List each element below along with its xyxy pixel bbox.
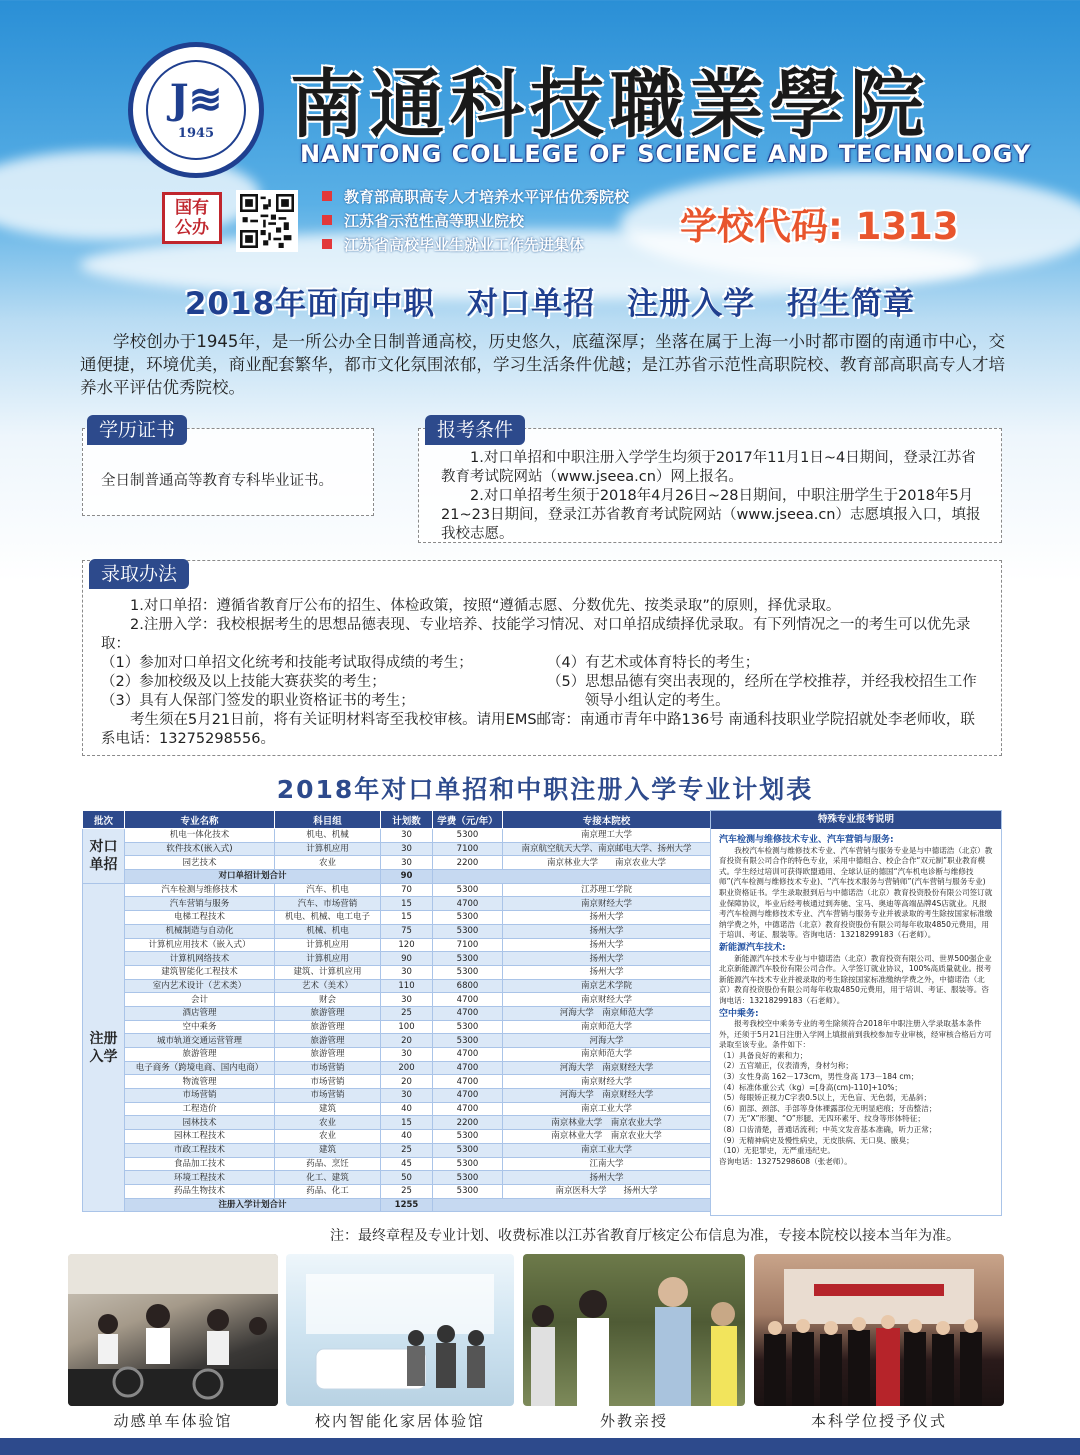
table-row xyxy=(83,924,711,938)
table-cell: 50 xyxy=(381,1171,433,1185)
col-header: 专业名称 xyxy=(125,811,275,829)
footnote: 注：最终章程及专业计划、收费标准以江苏省教育厅核定公布信息为准，专接本院校以接本当年为准。 xyxy=(330,1228,960,1244)
photo-caption: 校内智能化家居体验馆 xyxy=(314,1412,485,1430)
qr-code-icon xyxy=(236,190,298,252)
apply-panel xyxy=(418,419,1002,543)
honor-item: 江苏省示范性高等职业院校 xyxy=(322,208,682,232)
table-row xyxy=(83,856,711,870)
table-cell: 25 xyxy=(381,1143,433,1157)
table-cell: 南京理工大学 xyxy=(503,829,711,843)
photo-caption: 动感单车体验馆 xyxy=(113,1412,233,1430)
table-cell: 120 xyxy=(381,938,433,952)
table-cell: 汽车、机电 xyxy=(275,883,381,897)
col-header: 批次 xyxy=(83,811,125,829)
notes-section-text: 新能源汽车技术专业与中德诺浩（北京）教育投资有限公司、世界500强企业北京新能源汽车股份有限公司合作。入学签订就业协议，100%高质量就业。报考新能源汽车技术专业并被录取的考生除按国家标准缴纳学费之外，中德诺浩（北京）教育投资股份有限公司每年收取4850元费用，用于培训、考证、服装等。咨询电话：13218299183（石老师）。 xyxy=(719,953,992,1005)
table-cell: 30 xyxy=(381,842,433,856)
public-badge xyxy=(162,192,222,244)
table-cell: 软件技术(嵌入式) xyxy=(125,842,275,856)
table-row xyxy=(83,1020,711,1034)
table-cell: 河海大学 南京师范大学 xyxy=(503,1006,711,1020)
table-cell: 30 xyxy=(381,965,433,979)
table-row xyxy=(83,1048,711,1062)
honor-item: 江苏省高校毕业生就业工作先进集体 xyxy=(322,232,682,256)
table-cell: 20 xyxy=(381,1075,433,1089)
table-cell: 南京师范大学 xyxy=(503,1020,711,1034)
table-cell: 计算机应用 xyxy=(275,952,381,966)
table-cell xyxy=(433,1198,711,1212)
table-row xyxy=(83,965,711,979)
table-cell: 空中乘务 xyxy=(125,1020,275,1034)
table-cell: 旅游管理 xyxy=(275,1006,381,1020)
table-cell: 5300 xyxy=(433,1034,503,1048)
table-cell: 25 xyxy=(381,1184,433,1198)
table-row xyxy=(83,883,711,897)
apply-item-2: 2.对口单招考生须于2018年4月26日~28日期间，中职注册学生于2018年5月21~23日期间，登录江苏省教育考试院网站（www.jseea.cn）志愿填报入口，填报我校志愿。 xyxy=(441,488,981,542)
table-row xyxy=(83,1089,711,1103)
special-notes-panel xyxy=(710,810,1002,1216)
table-cell: 旅游管理 xyxy=(275,1020,381,1034)
photo-caption: 本科学位授予仪式 xyxy=(810,1412,947,1430)
table-cell xyxy=(433,870,711,884)
table-cell: 酒店管理 xyxy=(125,1006,275,1020)
table-cell: 化工、建筑 xyxy=(275,1171,381,1185)
table-cell: 2200 xyxy=(433,1116,503,1130)
table-cell: 注册入学计划合计 xyxy=(125,1198,381,1212)
table-cell: 园艺技术 xyxy=(125,856,275,870)
table-cell: 食品加工技术 xyxy=(125,1157,275,1171)
table-row xyxy=(83,1184,711,1198)
table-row xyxy=(83,993,711,1007)
table-cell: 扬州大学 xyxy=(503,952,711,966)
table-row xyxy=(83,1075,711,1089)
table-cell: 市场营销 xyxy=(275,1075,381,1089)
table-cell: 5300 xyxy=(433,911,503,925)
table-header-row xyxy=(83,811,711,829)
table-cell: 市场营销 xyxy=(275,1061,381,1075)
table-cell: 对口单招计划合计 xyxy=(125,870,381,884)
table-cell: 物流管理 xyxy=(125,1075,275,1089)
table-cell: 南京林业大学 南京农业大学 xyxy=(503,1116,711,1130)
plan-table-title: 2018年对口单招和中职注册入学专业计划表 xyxy=(276,775,814,804)
school-name-en: NANTONG COLLEGE OF SCIENCE AND TECHNOLOGY xyxy=(300,140,1032,168)
notes-condition-item: （1）具备良好的素和力； xyxy=(719,1050,808,1060)
photo-graduation xyxy=(754,1254,1004,1406)
condition-item: （2）参加校级及以上技能大赛获奖的考生； xyxy=(101,674,386,690)
table-cell: 园林工程技术 xyxy=(125,1130,275,1144)
notes-condition-item: （3）女性身高 162－173cm，男性身高 173－184 cm； xyxy=(719,1072,919,1082)
table-row xyxy=(83,1130,711,1144)
table-cell: 40 xyxy=(381,1102,433,1116)
table-cell: 5300 xyxy=(433,829,503,843)
table-row xyxy=(83,952,711,966)
table-cell: 45 xyxy=(381,1157,433,1171)
table-cell: 200 xyxy=(381,1061,433,1075)
table-total-row xyxy=(83,1198,711,1212)
table-cell: 5300 xyxy=(433,1130,503,1144)
table-cell: 电子商务（跨境电商、国内电商） xyxy=(125,1061,275,1075)
admission-item-2: 2.注册入学：我校根据考生的思想品德表现、专业培养、技能学习情况、对口单招成绩择优录取。有下列情况之一的考生可以优先录取： xyxy=(101,617,971,652)
table-cell: 农业 xyxy=(275,1130,381,1144)
table-cell: 90 xyxy=(381,952,433,966)
table-cell: 5300 xyxy=(433,924,503,938)
notes-section-title: 空中乘务: xyxy=(719,1008,759,1019)
table-cell: 药品生物技术 xyxy=(125,1184,275,1198)
plan-table xyxy=(82,810,711,1212)
table-cell: 计算机应用 xyxy=(275,842,381,856)
table-cell: 园林技术 xyxy=(125,1116,275,1130)
table-cell: 财会 xyxy=(275,993,381,1007)
table-row xyxy=(83,842,711,856)
table-cell: 5300 xyxy=(433,965,503,979)
table-cell: 7100 xyxy=(433,842,503,856)
table-cell: 15 xyxy=(381,911,433,925)
bullet-square-icon xyxy=(322,191,332,201)
public-badge-line1: 国有 xyxy=(175,198,209,218)
photo-foreign-teacher xyxy=(523,1254,745,1406)
notes-section-title: 新能源汽车技术: xyxy=(719,942,786,953)
table-cell: 江苏理工学院 xyxy=(503,883,711,897)
table-cell: 75 xyxy=(381,924,433,938)
notes-section-title: 汽车检测与维修技术专业、汽车营销与服务: xyxy=(719,835,894,845)
table-cell: 南京艺术学院 xyxy=(503,979,711,993)
table-cell: 5300 xyxy=(433,883,503,897)
table-cell: 江南大学 xyxy=(503,1157,711,1171)
notes-condition-item: （8）口齿清楚，普通话流利；中英文发音基本准确，听力正常； xyxy=(719,1125,937,1135)
table-cell: 城市轨道交通运营管理 xyxy=(125,1034,275,1048)
cert-text: 全日制普通高等教育专科毕业证书。 xyxy=(101,473,333,489)
table-cell: 5300 xyxy=(433,1020,503,1034)
table-cell: 汽车检测与维修技术 xyxy=(125,883,275,897)
table-cell: 旅游管理 xyxy=(275,1034,381,1048)
table-cell: 机械制造与自动化 xyxy=(125,924,275,938)
table-cell: 机电一体化技术 xyxy=(125,829,275,843)
table-row xyxy=(83,1116,711,1130)
table-cell: 30 xyxy=(381,856,433,870)
table-cell: 工程造价 xyxy=(125,1102,275,1116)
col-header: 科目组 xyxy=(275,811,381,829)
logo-emblem-icon: J≋ xyxy=(169,75,223,123)
table-cell: 4700 xyxy=(433,1048,503,1062)
cert-panel xyxy=(82,419,374,516)
table-cell: 南京医科大学 扬州大学 xyxy=(503,1184,711,1198)
notes-condition-list xyxy=(719,1051,993,1157)
table-cell: 市场营销 xyxy=(125,1089,275,1103)
table-cell: 5300 xyxy=(433,1184,503,1198)
table-cell: 5300 xyxy=(433,952,503,966)
table-cell: 40 xyxy=(381,1130,433,1144)
table-cell: 25 xyxy=(381,1006,433,1020)
public-badge-line2: 公办 xyxy=(175,218,209,238)
notes-condition-item: （7）无“X”形腿、“O”形腿、无四环素牙、纹身等形体特征； xyxy=(719,1114,925,1124)
notes-condition-item: （9）无精神病史及慢性病史，无皮肤病、无口臭、腋臭； xyxy=(719,1135,914,1145)
notes-section-text: 我校汽车检测与维修技术专业、汽车营销与服务专业是与中德诺浩（北京）教育投资有限公司合作的特色专业，采用中德组合、校企合作“双元制”职业教育模式。学生经过培训可获得欧盟通用、全球认证的德国“汽车机电诊断与维修技师”(汽车检测与维修技术专业)、“汽车技术服务与营销师”(汽车营销与服务专业)职业资格证书。学生录取报到后与中德诺浩（北京）教育投资股份有限公司签订就业保障协议，毕业后经考核通过到奔驰、宝马、奥迪等高端品牌4S店就业。凡报考汽车检测与维修技术专业、汽车营销与服务专业并被录取的考生除按国家标准缴纳学费之外，中德诺浩（北京）教育投资股份有限公司每年收取4850元费用，用于培训、考证、服装等。咨询电话：13218299183（石老师）。 xyxy=(719,845,993,940)
table-cell: 旅游管理 xyxy=(275,1048,381,1062)
table-cell: 建筑 xyxy=(275,1102,381,1116)
table-cell: 计算机应用技术（嵌入式） xyxy=(125,938,275,952)
table-cell: 30 xyxy=(381,1089,433,1103)
table-cell: 南京财经大学 xyxy=(503,897,711,911)
condition-item: （1）参加对口单招文化统考和技能考试取得成绩的考生； xyxy=(101,655,473,671)
table-cell: 建筑、计算机应用 xyxy=(275,965,381,979)
table-cell: 旅游管理 xyxy=(125,1048,275,1062)
table-row xyxy=(83,1006,711,1020)
table-row xyxy=(83,1061,711,1075)
honors-list xyxy=(322,184,682,256)
table-cell: 20 xyxy=(381,1034,433,1048)
table-cell: 汽车营销与服务 xyxy=(125,897,275,911)
notes-header: 特殊专业报考说明 xyxy=(711,811,1001,829)
cert-tag: 学历证书 xyxy=(87,415,187,445)
admission-panel xyxy=(82,560,1002,756)
notes-condition-item: （2）五官端正，仪表清秀，身材匀称； xyxy=(719,1061,853,1071)
table-cell: 30 xyxy=(381,829,433,843)
table-cell: 15 xyxy=(381,897,433,911)
page-title: 2018年面向中职 对口单招 注册入学 招生简章 xyxy=(184,286,916,322)
table-cell: 计算机网络技术 xyxy=(125,952,275,966)
table-cell: 市场营销 xyxy=(275,1089,381,1103)
table-cell: 建筑智能化工程技术 xyxy=(125,965,275,979)
table-cell: 河海大学 南京财经大学 xyxy=(503,1089,711,1103)
table-cell: 市政工程技术 xyxy=(125,1143,275,1157)
notes-condition-item: （4）标准体重公式（kg）=[身高(cm)-110]+10%； xyxy=(719,1082,903,1092)
table-cell: 扬州大学 xyxy=(503,911,711,925)
table-row xyxy=(83,1143,711,1157)
table-cell: 扬州大学 xyxy=(503,965,711,979)
table-cell: 机电、机械、电工电子 xyxy=(275,911,381,925)
table-cell: 南京林业大学 南京农业大学 xyxy=(503,1130,711,1144)
photo-spin-bike xyxy=(68,1254,278,1406)
bullet-square-icon xyxy=(322,215,332,225)
table-row xyxy=(83,1171,711,1185)
photo-smart-home xyxy=(286,1254,514,1406)
table-cell: 南京工业大学 xyxy=(503,1143,711,1157)
logo-year: 1945 xyxy=(177,125,215,141)
admission-conditions xyxy=(101,654,981,711)
table-row xyxy=(83,829,711,843)
school-name-cn: 南通科技職業學院 xyxy=(290,62,930,148)
table-cell: 5300 xyxy=(433,1157,503,1171)
table-cell: 艺术（美术） xyxy=(275,979,381,993)
table-cell: 环境工程技术 xyxy=(125,1171,275,1185)
table-cell: 室内艺术设计（艺术类） xyxy=(125,979,275,993)
table-cell: 扬州大学 xyxy=(503,1171,711,1185)
table-cell: 6800 xyxy=(433,979,503,993)
notes-condition-item: （6）面部、颈部、手部等身体裸露部位无明显疤痕；牙齿整洁； xyxy=(719,1103,937,1113)
table-cell: 南京工业大学 xyxy=(503,1102,711,1116)
table-cell: 南京师范大学 xyxy=(503,1048,711,1062)
table-total-row xyxy=(83,870,711,884)
table-cell: 30 xyxy=(381,993,433,1007)
admission-tag: 录取办法 xyxy=(89,559,189,589)
admission-item-1: 1.对口单招：遵循省教育厅公布的招生、体检政策，按照“遵循志愿、分数优先、按类录取”的原则，择优录取。 xyxy=(130,598,841,614)
notes-condition-item: （10）无犯罪史，无严重违纪史。 xyxy=(719,1146,835,1156)
table-cell: 4700 xyxy=(433,1102,503,1116)
school-code: 学校代码: 1313 xyxy=(680,205,959,248)
table-cell: 农业 xyxy=(275,856,381,870)
apply-item-1: 1.对口单招和中职注册入学学生均须于2017年11月1日~4日期间，登录江苏省教育考试院网站（www.jseea.cn）网上报名。 xyxy=(441,450,976,485)
school-logo xyxy=(128,42,264,178)
table-cell: 70 xyxy=(381,883,433,897)
bullet-square-icon xyxy=(322,239,332,249)
batch-cell: 注册入学 xyxy=(83,883,125,1212)
table-cell: 电梯工程技术 xyxy=(125,911,275,925)
table-cell: 扬州大学 xyxy=(503,938,711,952)
table-cell: 7100 xyxy=(433,938,503,952)
condition-item: （3）具有人保部门签发的职业资格证书的考生； xyxy=(101,693,415,709)
table-cell: 4700 xyxy=(433,993,503,1007)
table-cell: 扬州大学 xyxy=(503,924,711,938)
table-cell: 4700 xyxy=(433,1006,503,1020)
admission-notice: 考生须在5月21日前，将有关证明材料寄至我校审核。请用EMS邮寄：南通市青年中路136号 南通科技职业学院招就处李老师收，联系电话：13275298556。 xyxy=(101,712,975,747)
table-cell: 90 xyxy=(381,870,433,884)
table-cell: 4700 xyxy=(433,1075,503,1089)
intro-paragraph: 学校创办于1945年，是一所公办全日制普通高校，历史悠久，底蕴深厚；坐落在属于上海一小时都市圈的南通市中心，交通便捷，环境优美，商业配套繁华，都市文化氛围浓郁，学习生活条件优越；是江苏省示范性高职院校、教育部高职高专人才培养水平评估优秀院校。 xyxy=(80,332,1005,397)
col-header: 专接本院校 xyxy=(503,811,711,829)
table-row xyxy=(83,897,711,911)
table-cell: 南京林业大学 南京农业大学 xyxy=(503,856,711,870)
table-row xyxy=(83,911,711,925)
bottom-bar xyxy=(0,1438,1080,1455)
table-cell: 汽车、市场营销 xyxy=(275,897,381,911)
table-cell: 1255 xyxy=(381,1198,433,1212)
table-cell: 计算机应用 xyxy=(275,938,381,952)
table-cell: 4700 xyxy=(433,897,503,911)
table-cell: 5300 xyxy=(433,1171,503,1185)
col-header: 学费（元/年） xyxy=(433,811,503,829)
table-cell: 5300 xyxy=(433,1143,503,1157)
table-cell: 100 xyxy=(381,1020,433,1034)
table-row xyxy=(83,1102,711,1116)
table-cell: 110 xyxy=(381,979,433,993)
apply-tag: 报考条件 xyxy=(425,415,525,445)
table-cell: 30 xyxy=(381,1048,433,1062)
table-cell: 15 xyxy=(381,1116,433,1130)
table-cell: 4700 xyxy=(433,1061,503,1075)
table-cell: 建筑 xyxy=(275,1143,381,1157)
table-cell: 河海大学 xyxy=(503,1034,711,1048)
photo-caption: 外教亲授 xyxy=(599,1412,668,1430)
table-row xyxy=(83,979,711,993)
table-cell: 南京财经大学 xyxy=(503,993,711,1007)
table-cell: 机械、机电 xyxy=(275,924,381,938)
table-row xyxy=(83,938,711,952)
table-cell: 南京航空航天大学、南京邮电大学、扬州大学 xyxy=(503,842,711,856)
notes-condition-item: （5）每眼矫正视力C字表0.5以上，无色盲、无色弱，无晶斜； xyxy=(719,1093,932,1103)
table-cell: 河海大学 南京财经大学 xyxy=(503,1061,711,1075)
table-cell: 会计 xyxy=(125,993,275,1007)
table-row xyxy=(83,1034,711,1048)
table-cell: 2200 xyxy=(433,856,503,870)
honor-item: 教育部高职高专人才培养水平评估优秀院校 xyxy=(322,184,682,208)
table-cell: 药品、化工 xyxy=(275,1184,381,1198)
notes-section-text: 报考我校空中乘务专业的考生除须符合2018年中职注册入学录取基本条件外，还须于5月21日注册入学网上填报前到我校参加专业审核，经审核合格后方可录取至该专业。条件如下： xyxy=(719,1019,992,1050)
table-row xyxy=(83,1157,711,1171)
condition-item: （4）有艺术或体育特长的考生； xyxy=(547,655,760,671)
table-cell: 南京财经大学 xyxy=(503,1075,711,1089)
table-cell: 药品、烹饪 xyxy=(275,1157,381,1171)
table-cell: 机电、机械 xyxy=(275,829,381,843)
batch-cell: 对口单招 xyxy=(83,829,125,884)
table-cell: 农业 xyxy=(275,1116,381,1130)
condition-item: （5）思想品德有突出表现的，经所在学校推荐，并经我校招生工作领导小组认定的考生。 xyxy=(547,674,977,709)
table-cell: 4700 xyxy=(433,1089,503,1103)
col-header: 计划数 xyxy=(381,811,433,829)
notes-phone: 咨询电话：13275298608（张老师）。 xyxy=(719,1156,852,1166)
